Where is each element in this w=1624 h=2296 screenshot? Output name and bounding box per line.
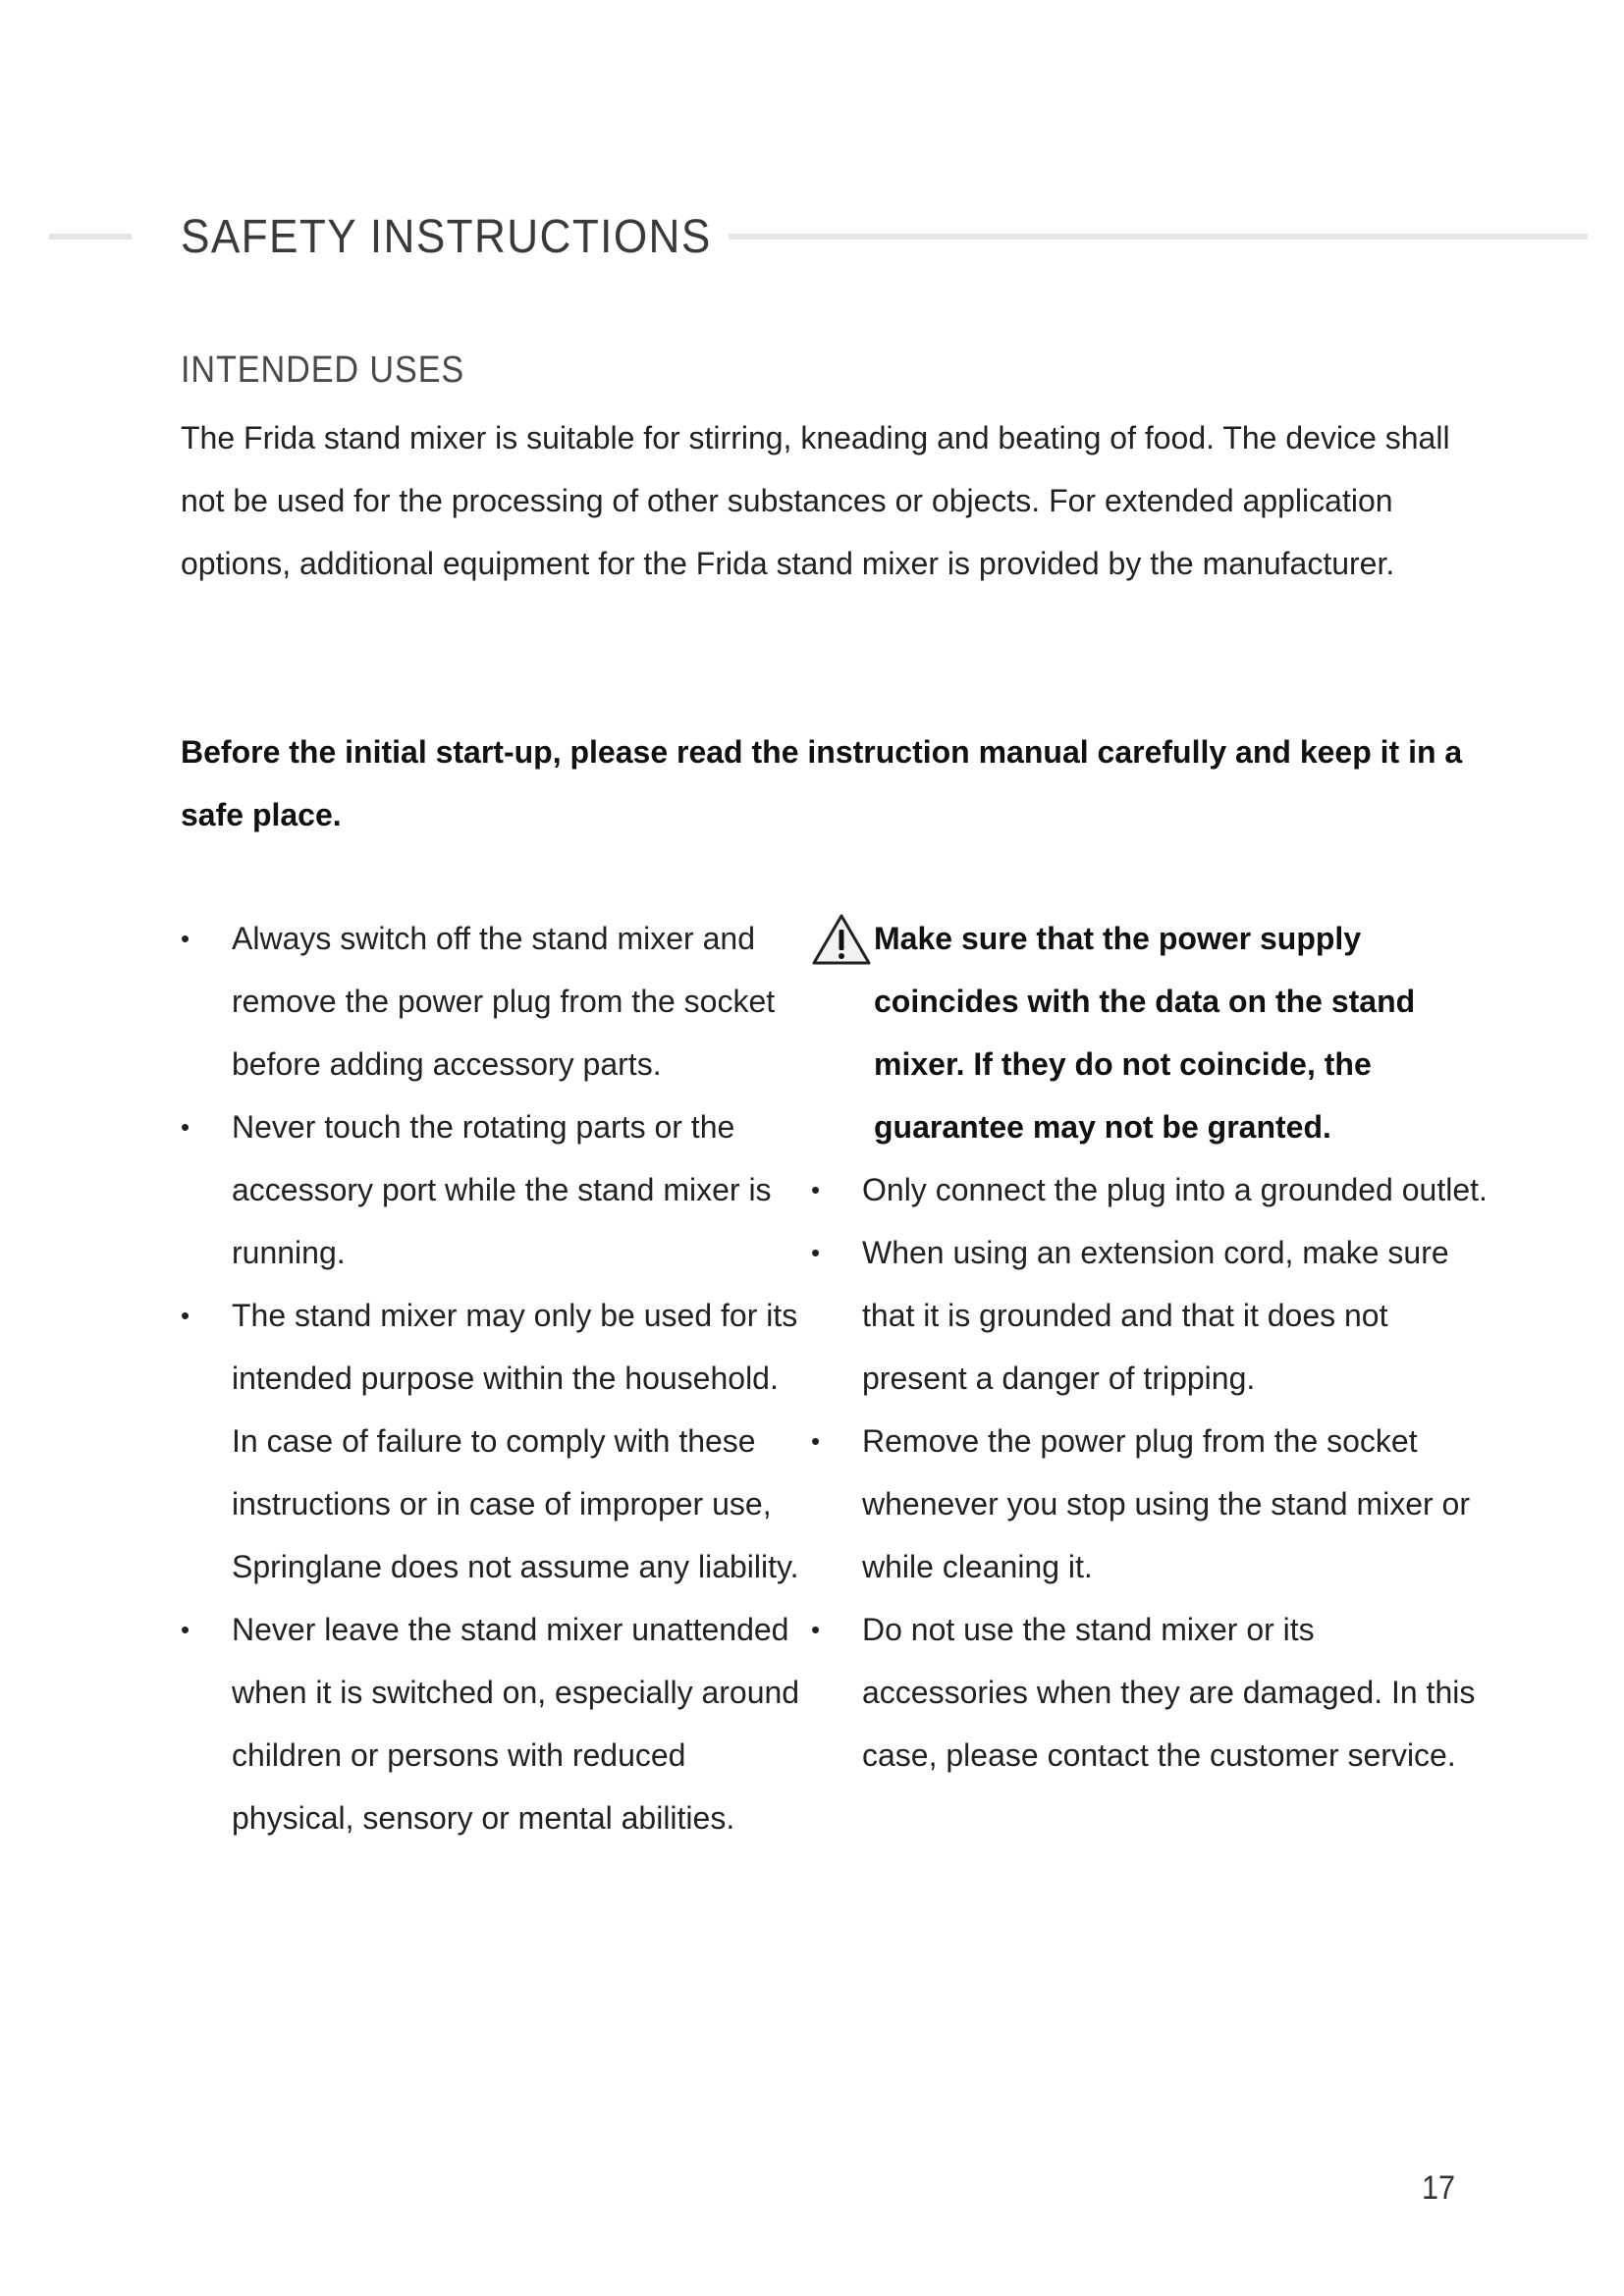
- list-item: [811, 1158, 1489, 1221]
- warning-triangle-icon: [811, 913, 872, 966]
- section-title: INTENDED USES: [181, 349, 465, 391]
- left-instruction-list: [181, 907, 809, 1849]
- page-title: SAFETY INSTRUCTIONS: [181, 211, 712, 263]
- warning-item: [811, 907, 1489, 1158]
- bullet: •: [811, 1175, 821, 1204]
- read-manual-notice: Before the initial start-up, please read the instruction manual carefully and keep it in a safe place.: [181, 734, 1463, 832]
- bullet: •: [811, 1615, 821, 1644]
- list-item: [181, 907, 809, 1095]
- header-rule-right: [729, 234, 1588, 240]
- header-rule-left: [49, 234, 132, 240]
- bullet: •: [181, 924, 190, 953]
- bullet: •: [811, 1426, 821, 1456]
- list-item: [181, 1095, 809, 1284]
- right-instruction-list: [811, 907, 1489, 1787]
- bullet: •: [181, 1301, 190, 1330]
- warning-text: Make sure that the power supply coincides with the data on the stand mixer. If they do not coincide, the guarantee may not be granted.: [874, 921, 1416, 1145]
- list-item: [181, 1284, 809, 1598]
- list-item-text: Always switch off the stand mixer and remove the power plug from the socket before adding accessory parts.: [232, 921, 776, 1082]
- list-item-text: The stand mixer may only be used for its intended purpose within the household. In case of failure to comply with these instructions or in case of improper use, Springlane does not assume any liability.: [232, 1298, 799, 1584]
- list-item-text: Only connect the plug into a grounded outlet.: [862, 1172, 1488, 1207]
- list-item-text: Remove the power plug from the socket whenever you stop using the stand mixer or while cleaning it.: [862, 1423, 1470, 1584]
- list-item: [181, 1598, 809, 1849]
- bullet: •: [181, 1615, 190, 1644]
- bullet: •: [811, 1238, 821, 1267]
- list-item-text: Never touch the rotating parts or the accessory port while the stand mixer is running.: [232, 1109, 772, 1270]
- page-number: 17: [1422, 2169, 1456, 2207]
- list-item: [811, 1410, 1489, 1598]
- list-item: [811, 1221, 1489, 1410]
- list-item-text: Do not use the stand mixer or its accessories when they are damaged. In this case, please contact the customer service.: [862, 1612, 1476, 1773]
- intro-paragraph: The Frida stand mixer is suitable for stirring, kneading and beating of food. The device shall not be used for the processing of other substances or objects. For extended application options, additional equipment for the Frida stand mixer is provided by the manufacturer.: [181, 420, 1450, 581]
- bullet: •: [181, 1112, 190, 1142]
- list-item-text: When using an extension cord, make sure that it is grounded and that it does not present a danger of tripping.: [862, 1235, 1449, 1396]
- list-item-text: Never leave the stand mixer unattended when it is switched on, especially around children or persons with reduced physical, sensory or mental abilities.: [232, 1612, 800, 1836]
- list-item: [811, 1598, 1489, 1787]
